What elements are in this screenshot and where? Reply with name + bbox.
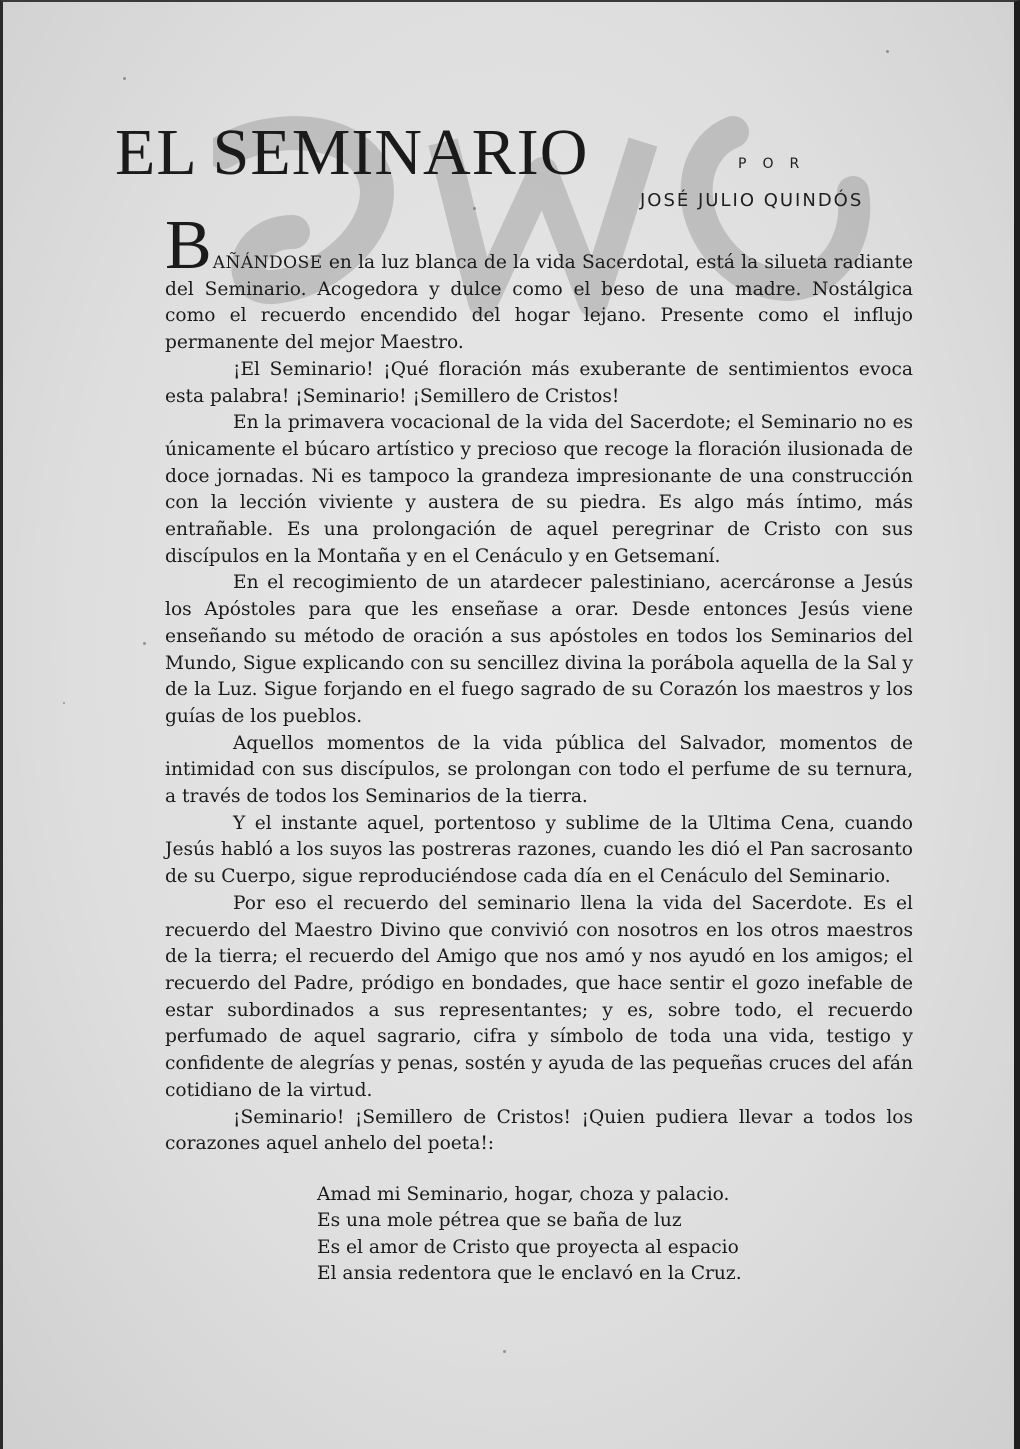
print-speck [63, 702, 65, 704]
paragraph: Aquellos momentos de la vida pública del Salvador, momentos de intimidad con sus discípulos, se prolongan con todo el perfume de su ternura, a través de todos los Seminarios de la tierra. [165, 732, 913, 808]
poem-line: Es una mole pétrea que se baña de luz [317, 1210, 682, 1232]
article-body [165, 207, 913, 1288]
paragraph [165, 207, 913, 357]
print-speck [886, 50, 889, 53]
print-speck [473, 207, 476, 210]
paragraph: Por eso el recuerdo del seminario llena la vida del Sacerdote. Es el recuerdo del Maestro Divino que convivió con nosotros en los otros maestros de la tierra; el recuerdo del Amigo que nos amó y nos ayudó en los amigos; el recuerdo del Padre, pródigo en bondades, que hace sentir el gozo inefable de estar subordinados a sus representantes; y es, sobre todo, el recuerdo perfumado de aquel sagrario, cifra y símbolo de toda una vida, testigo y confidente de alegrías y penas, sostén y ayuda de las pequeñas cruces del afán cotidiano de la virtud. [165, 892, 913, 1101]
article-title: EL SEMINARIO [115, 116, 589, 189]
paragraph: Y el instante aquel, portentoso y sublime de la Ultima Cena, cuando Jesús habló a los suyos las postreras razones, cuando les dió el Pan sacrosanto de su Cuerpo, sigue reproduciéndose cada día en el Cenáculo del Seminario. [165, 812, 913, 888]
byline-por: POR [738, 156, 816, 172]
author-name: JOSÉ JULIO QUINDÓS [640, 190, 864, 211]
paragraph: ¡Seminario! ¡Semillero de Cristos! ¡Quien pudiera llevar a todos los corazones aquel anhelo del poeta!: [165, 1106, 913, 1155]
poem-line: Amad mi Seminario, hogar, choza y palacio. [317, 1183, 730, 1205]
paragraph-text: en la luz blanca de la vida Sacerdotal, está la silueta radiante del Seminario. Acogedora y dulce como el beso de una madre. Nostálgica como el recuerdo encendido del hogar lejano. Presente como el influjo permanente del mejor Maestro. [165, 252, 913, 354]
paragraph: En la primavera vocacional de la vida del Sacerdote; el Seminario no es únicamente el búcaro artístico y precioso que recoge la floración ilusionada de doce jornadas. Ni es tampoco la grandeza impresionante de una construcción con la lección viviente y austera de su piedra. Es algo más íntimo, más entrañable. Es una prolongación de aquel peregrinar de Cristo con sus discípulos en la Montaña y en el Cenáculo y en Getsemaní. [165, 412, 913, 567]
poem [165, 1182, 913, 1288]
paragraph: ¡El Seminario! ¡Qué floración más exuberante de sentimientos evoca esta palabra! ¡Seminario! ¡Semillero de Cristos! [165, 358, 913, 407]
print-speck [123, 77, 126, 80]
paragraph: En el recogimiento de un atardecer palestiniano, acercáronse a Jesús los Apóstoles para que les enseñase a orar. Desde entonces Jesús viene enseñando su método de oración a sus apóstoles en todos los Seminarios del Mundo, Sigue explicando con su sencillez divina la porábola aquella de la Sal y de la Luz. Sigue forjando en el fuego sagrado de su Corazón los maestros y los guías de los pueblos. [165, 572, 913, 727]
drop-cap: B [165, 207, 212, 284]
print-speck [503, 1350, 506, 1353]
poem-line: Es el amor de Cristo que proyecta al espacio [317, 1236, 739, 1258]
poem-line: El ansia redentora que le enclavó en la Cruz. [317, 1263, 742, 1285]
print-speck [143, 642, 146, 645]
lead-word: AÑÁNDOSE [212, 253, 323, 273]
